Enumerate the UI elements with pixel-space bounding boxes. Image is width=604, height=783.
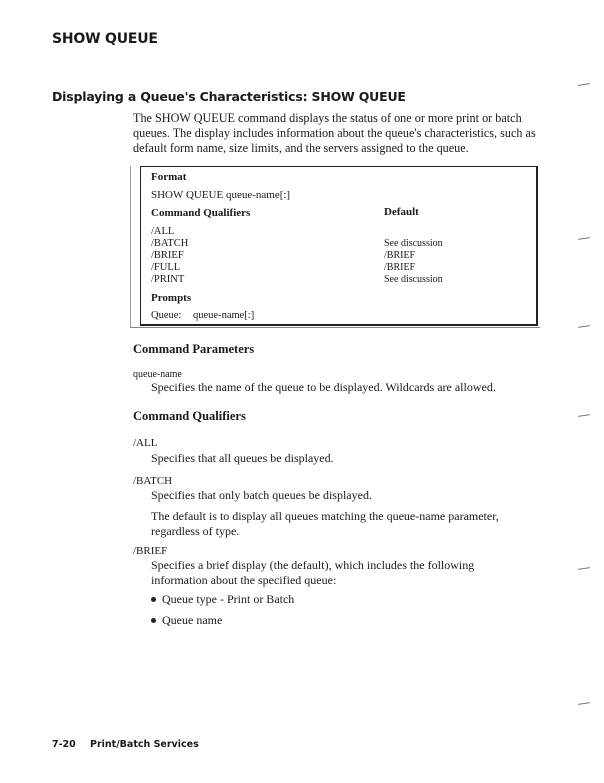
- qualifier-term-batch: /BATCH: [133, 475, 173, 487]
- page-number: 7-20: [52, 739, 76, 750]
- qualifier-default: See discussion: [384, 238, 443, 249]
- parameter-term: queue-name: [133, 369, 182, 380]
- parameters-heading: Command Parameters: [133, 342, 255, 356]
- bullet-icon: [151, 597, 156, 602]
- qualifier-note-batch: The default is to display all queues matching the queue-name parameter, regardless of type.: [151, 509, 499, 538]
- qualifiers-heading: Command Qualifiers: [133, 409, 246, 423]
- qualifier-default: /BRIEF: [384, 250, 416, 261]
- bullet-item: [151, 592, 294, 607]
- format-box: [140, 166, 538, 326]
- prompt-value: queue-name[:]: [193, 310, 255, 321]
- intro-paragraph: The SHOW QUEUE command displays the status of one or more print or batch queues. The display includes information about the queue's characteristics, such as default form name, size limits, and the servers assigned to the queue.: [133, 111, 536, 155]
- qualifier-name: /BRIEF: [151, 250, 184, 261]
- qualifier-description-batch: Specifies that only batch queues be displayed.: [151, 488, 372, 502]
- qualifier-name: /ALL: [151, 226, 175, 237]
- page-heading: SHOW QUEUE: [52, 31, 158, 47]
- qualifiers-label: Command Qualifiers: [151, 207, 251, 219]
- margin-tick-mark: [578, 83, 590, 86]
- qualifier-name: /BATCH: [151, 238, 189, 249]
- qualifier-term-all: /ALL: [133, 437, 158, 449]
- qualifier-default: /BRIEF: [384, 262, 416, 273]
- parameter-description: Specifies the name of the queue to be displayed. Wildcards are allowed.: [151, 380, 496, 394]
- qualifier-default: See discussion: [384, 274, 443, 285]
- qualifier-name: /PRINT: [151, 274, 185, 285]
- book-title: Print/Batch Services: [90, 739, 199, 750]
- bullet-icon: [151, 618, 156, 623]
- bullet-text: Queue name: [162, 613, 223, 627]
- margin-tick-mark: [578, 567, 590, 570]
- margin-tick-mark: [578, 414, 590, 417]
- margin-tick-mark: [578, 702, 590, 705]
- section-heading: Displaying a Queue's Characteristics: SHOW QUEUE: [52, 89, 406, 104]
- qualifier-name: /FULL: [151, 262, 181, 273]
- margin-tick-mark: [578, 237, 590, 240]
- qualifier-description-all: Specifies that all queues be displayed.: [151, 451, 334, 465]
- page-footer: [52, 739, 199, 750]
- bullet-item: [151, 613, 222, 628]
- qualifier-description-brief: Specifies a brief display (the default), which includes the following information about the specified queue:: [151, 558, 475, 587]
- bullet-text: Queue type - Print or Batch: [162, 592, 295, 606]
- margin-tick-mark: [578, 325, 590, 328]
- prompt-name: Queue:: [151, 310, 182, 321]
- format-label: Format: [151, 171, 187, 183]
- format-syntax: SHOW QUEUE queue-name[:]: [151, 189, 291, 201]
- prompts-label: Prompts: [151, 292, 192, 304]
- qualifier-term-brief: /BRIEF: [133, 545, 168, 557]
- default-label: Default: [384, 206, 419, 218]
